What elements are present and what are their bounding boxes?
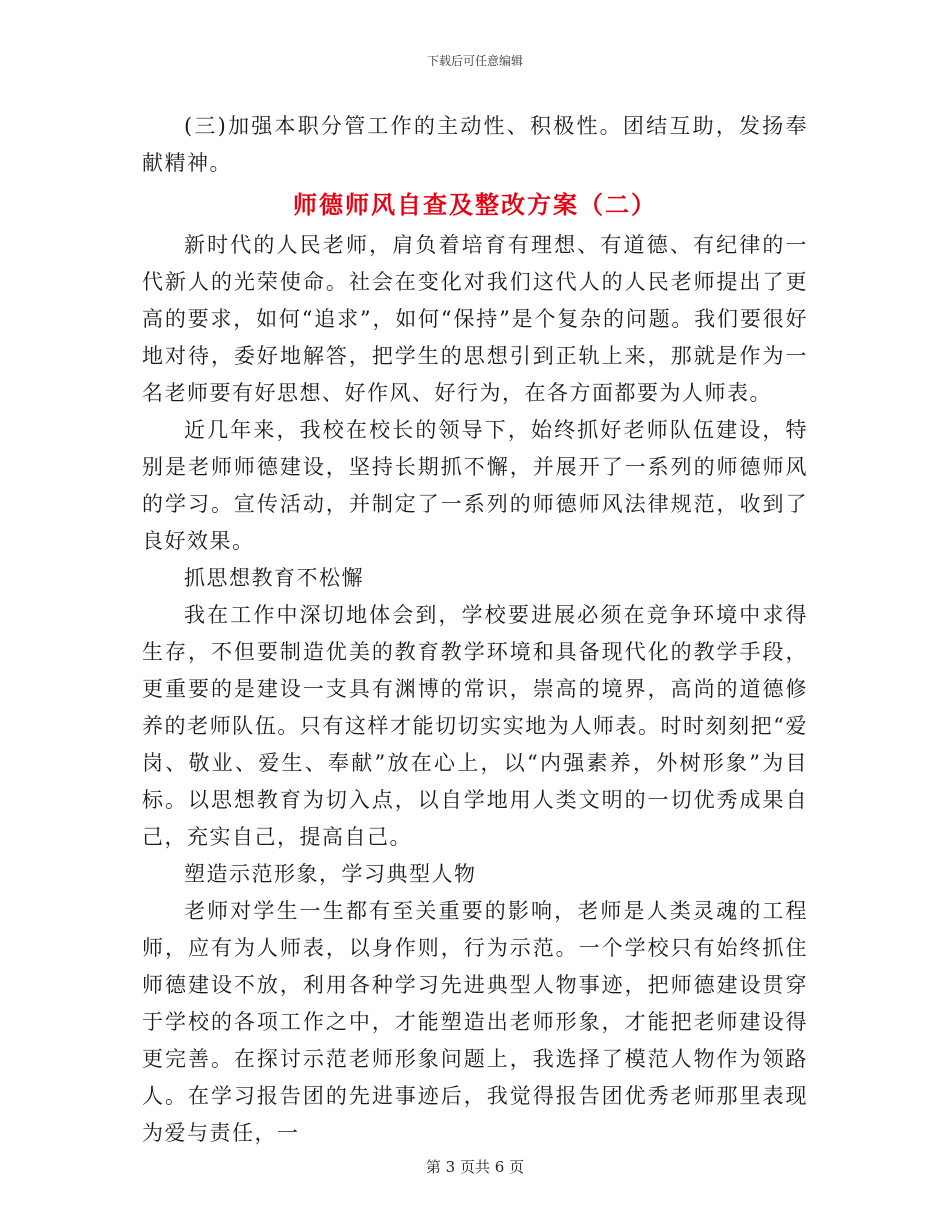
paragraph: 老师对学生一生都有至关重要的影响，老师是人类灵魂的工程师，应有为人师表，以身作则，行为示范。一个学校只有始终抓住师德建设不放，利用各种学习先进典型人物事迹，把师德建设贯穿于学校的各项工作之中，才能塑造出老师形象，才能把老师建设得更完善。在探讨示范老师形象问题上，我选择了模范人物作为领路人。在学习报告团的先进事迹后，我觉得报告团优秀老师那里表现为爱与责任，一 [142,899,808,1145]
document-body [142,108,808,1152]
paragraph-intro: (三)加强本职分管工作的主动性、积极性。团结互助，发扬奉献精神。 [142,114,808,175]
paragraph: 新时代的人民老师，肩负着培育有理想、有道德、有纪律的一代新人的光荣使命。社会在变化对我们这代人的人民老师提出了更高的要求，如何“追求”，如何“保持”是个复杂的问题。我们要很好地对待，委好地解答，把学生的思想引到正轨上来，那就是作为一名老师要有好思想、好作风、好行为，在各方面都要为人师表。 [142,233,808,405]
page-footer: 第 3 页共 6 页 [425,1158,525,1176]
paragraph: 近几年来，我校在校长的领导下，始终抓好老师队伍建设，特别是老师师德建设，坚持长期抓不懈，并展开了一系列的师德师风的学习。宣传活动，并制定了一系列的师德师风法律规范，收到了良好效果。 [142,418,808,553]
paragraph: 我在工作中深切地体会到，学校要进展必须在竞争环境中求得生存，不但要制造优美的教育教学环境和具备现代化的教学手段，更重要的是建设一支具有渊博的常识，崇高的境界，高尚的道德修养的老师队伍。只有这样才能切切实实地为人师表。时时刻刻把“爱岗、敬业、爱生、奉献”放在心上，以“内强素养，外树形象”为目标。以思想教育为切入点，以自学地用人类文明的一切优秀成果自己，充实自己，提高自己。 [142,603,808,849]
subheading: 塑造示范形象，学习典型人物 [184,862,477,886]
section-title: 师德师风自查及整改方案（二） [293,190,657,219]
page-header: 下载后可任意编辑 [426,54,523,68]
subheading: 抓思想教育不松懈 [184,566,364,590]
